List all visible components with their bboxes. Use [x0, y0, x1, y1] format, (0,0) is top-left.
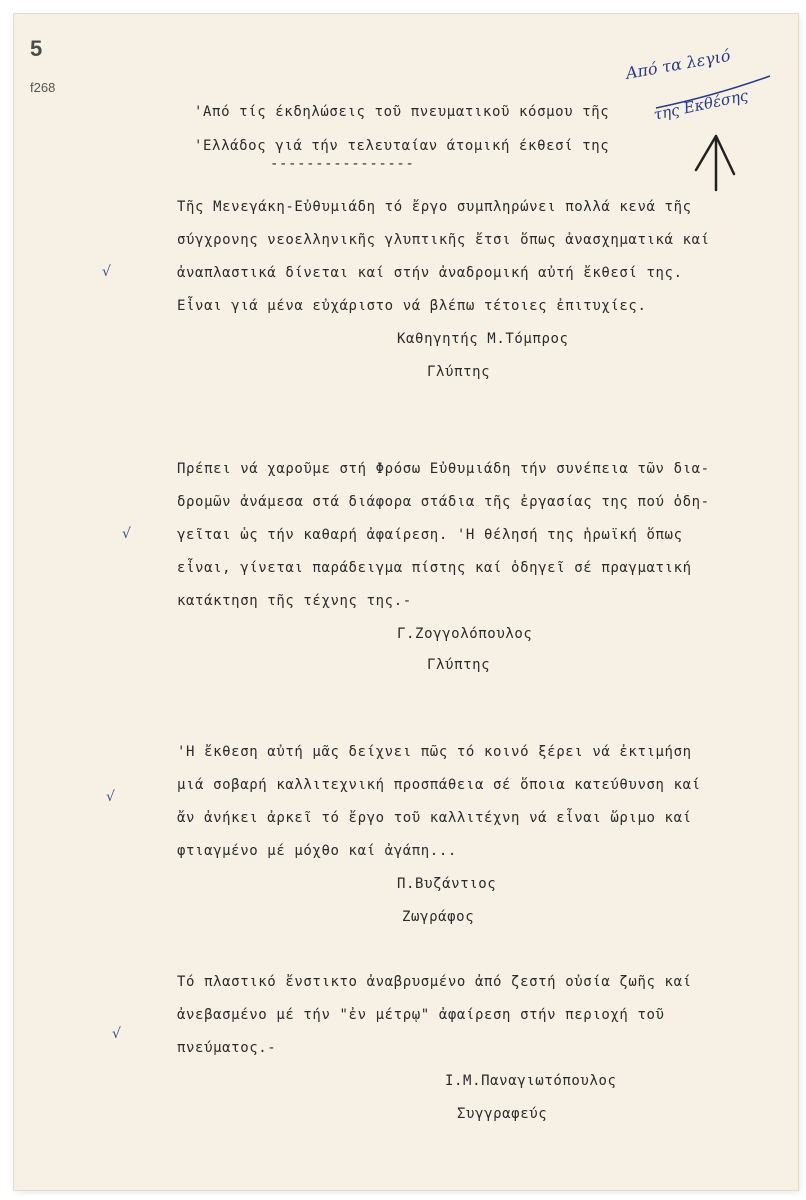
handwritten-note-line2: της Εκθέσης — [652, 86, 750, 124]
quote-line: Πρέπει νά χαροῦμε στή Φρόσω Εὐθυμιάδη τήν συνέπεια τῶν δια- — [177, 461, 710, 477]
document-page — [14, 14, 798, 1190]
handwritten-note-line1: Από τα λεγιό — [624, 45, 732, 83]
check-mark-icon: √ — [102, 264, 111, 280]
quote-line: ἄν ἀνήκει ἀρκεῖ τό ἔργο τοῦ καλλιτέχνη νά εἶναι ὥριμο καί — [177, 810, 692, 826]
quote-line: Τῆς Μενεγάκη-Εὐθυμιάδη τό ἔργο συμπληρώνει πολλά κενά τῆς — [177, 199, 692, 215]
quote-line: κατάκτηση τῆς τέχνης της.- — [177, 593, 412, 609]
quote-role: Ζωγράφος — [402, 909, 475, 925]
insertion-arrow-icon — [686, 134, 746, 194]
quote-role: Γλύπτης — [427, 364, 491, 380]
quote-line: μιά σοβαρή καλλιτεχνική προσπάθεια σέ ὅποια κατεύθυνση καί — [177, 777, 701, 793]
check-mark-icon: √ — [106, 789, 115, 805]
quote-line: ἀναπλαστικά δίνεται καί στήν ἀναδρομική αὐτή ἔκθεσί της. — [177, 265, 683, 281]
quote-author: Π.Βυζάντιος — [397, 876, 497, 892]
quote-line: σύγχρονης νεοελληνικῆς γλυπτικῆς ἔτσι ὅπως ἀνασχηματικά καί — [177, 232, 710, 248]
quote-line: δρομῶν ἀνάμεσα στά διάφορα στάδια τῆς ἐργασίας της πού ὁδη- — [177, 494, 710, 510]
quote-role: Γλύπτης — [427, 657, 491, 673]
quote-line: εἶναι, γίνεται παράδειγμα πίστης καί ὁδηγεῖ σέ πραγματική — [177, 560, 692, 576]
quote-line: φτιαγμένο μέ μόχθο καί ἀγάπη... — [177, 843, 457, 859]
heading-line-1: 'Από τίς έκδηλώσεις τοῦ πνευματικοῦ κόσμου τῆς — [194, 104, 610, 120]
heading-line-2: 'Ελλάδος γιά τήν τελευταίαν άτομική έκθεσί της — [194, 138, 610, 154]
heading-separator: ---------------- — [270, 156, 415, 172]
quote-author: Καθηγητής Μ.Τόμπρος — [397, 331, 569, 347]
quote-author: Γ.Ζογγολόπουλος — [397, 626, 533, 642]
check-mark-icon: √ — [122, 526, 131, 542]
quote-line: Εἶναι γιά μένα εὐχάριστο νά βλέπω τέτοιες ἐπιτυχίες. — [177, 298, 647, 314]
folio-mark: f268 — [30, 80, 56, 95]
quote-line: Τό πλαστικό ἔνστικτο ἀναβρυσμένο ἀπό ζεστή οὐσία ζωῆς καί — [177, 974, 692, 990]
quote-line: 'Η ἔκθεση αὐτή μᾶς δείχνει πῶς τό κοινό ξέρει νά ἐκτιμήση — [177, 744, 692, 760]
check-mark-icon: √ — [112, 1026, 121, 1042]
page-number-mark: 5 — [30, 36, 43, 61]
quote-line: πνεύματος.- — [177, 1040, 277, 1056]
quote-line: ἀνεβασμένο μέ τήν "ἐν μέτρῳ" ἀφαίρεση στήν περιοχή τοῦ — [177, 1007, 665, 1023]
quote-author: Ι.Μ.Παναγιωτόπουλος — [445, 1073, 617, 1089]
quote-role: Συγγραφεύς — [457, 1106, 548, 1122]
quote-line: γεῖται ὡς τήν καθαρή ἀφαίρεση. 'Η θέλησή της ἡρωϊκή ὅπως — [177, 527, 683, 543]
